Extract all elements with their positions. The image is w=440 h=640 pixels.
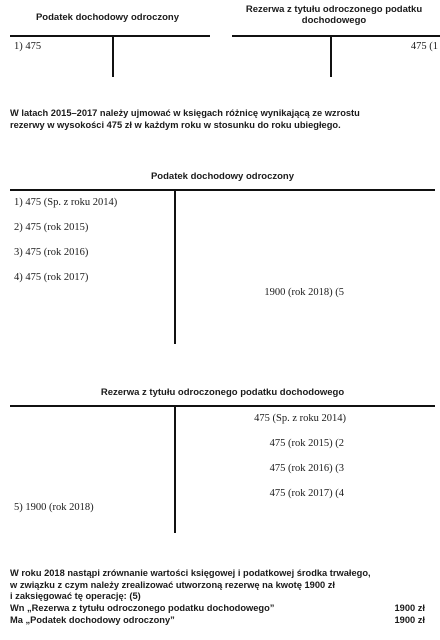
credit-entry: 475 (rok 2016) (3: [269, 463, 344, 474]
t-account-vertical-line: [174, 189, 176, 344]
journal-label: Ma „Podatek dochodowy odroczony”: [10, 614, 175, 625]
account-title: Podatek dochodowy odroczony: [35, 12, 180, 23]
t-account-horizontal-line: [10, 189, 435, 191]
journal-label: Wn „Rezerwa z tytułu odroczonego podatku dochodowego”: [10, 603, 275, 613]
account-title: [228, 4, 440, 26]
t-account-horizontal-line: [10, 35, 210, 37]
paragraph-2: [10, 568, 435, 603]
debit-entry: 3) 475 (rok 2016): [14, 247, 89, 258]
t-account-horizontal-line: [10, 405, 435, 407]
debit-entry: 2) 475 (rok 2015): [14, 222, 89, 233]
debit-entry: 1) 475: [14, 41, 42, 52]
account-title: Podatek dochodowy odroczony: [150, 171, 295, 182]
account-title-line: dochodowego: [301, 15, 367, 26]
journal-amount: 1900 zł: [394, 603, 425, 613]
t-account-horizontal-line: [232, 35, 440, 37]
t-account-vertical-line: [174, 405, 176, 533]
credit-entry: 475 (rok 2015) (2: [269, 438, 344, 449]
paragraph-line: W latach 2015–2017 należy ujmować w księgach różnicę wynikającą ze wzrostu: [10, 108, 360, 118]
t-account-vertical-line: [112, 35, 114, 77]
journal-amount: 1900 zł: [394, 614, 425, 625]
account-title-line: Rezerwa z tytułu odroczonego podatku: [245, 4, 423, 15]
t-account-vertical-line: [330, 35, 332, 77]
credit-entry: 475 (1: [410, 41, 438, 52]
debit-entry: 1) 475 (Sp. z roku 2014): [14, 197, 118, 208]
credit-entry: 475 (rok 2017) (4: [269, 488, 344, 499]
journal-row-ma: [10, 615, 425, 627]
debit-entry: 5) 1900 (rok 2018): [14, 502, 94, 513]
paragraph-line: W roku 2018 nastąpi zrównanie wartości księgowej i podatkowej środka trwałego,: [10, 568, 371, 578]
journal-row-wn: [10, 603, 425, 615]
paragraph-line: rezerwy w wysokości 475 zł w każdym roku w stosunku do roku ubiegłego.: [10, 119, 341, 130]
paragraph-line: i zaksięgować tę operację: (5): [10, 591, 141, 601]
paragraph-line: w związku z czym należy zrealizować utworzoną rezerwę na kwotę 1900 zł: [10, 579, 335, 590]
debit-entry: 4) 475 (rok 2017): [14, 272, 89, 283]
credit-entry: 1900 (rok 2018) (5: [264, 287, 344, 298]
paragraph-1: [10, 108, 435, 131]
journal-entries: [10, 603, 425, 626]
credit-entry: 475 (Sp. z roku 2014): [254, 413, 346, 424]
account-title: Rezerwa z tytułu odroczonego podatku dochodowego: [100, 387, 345, 398]
